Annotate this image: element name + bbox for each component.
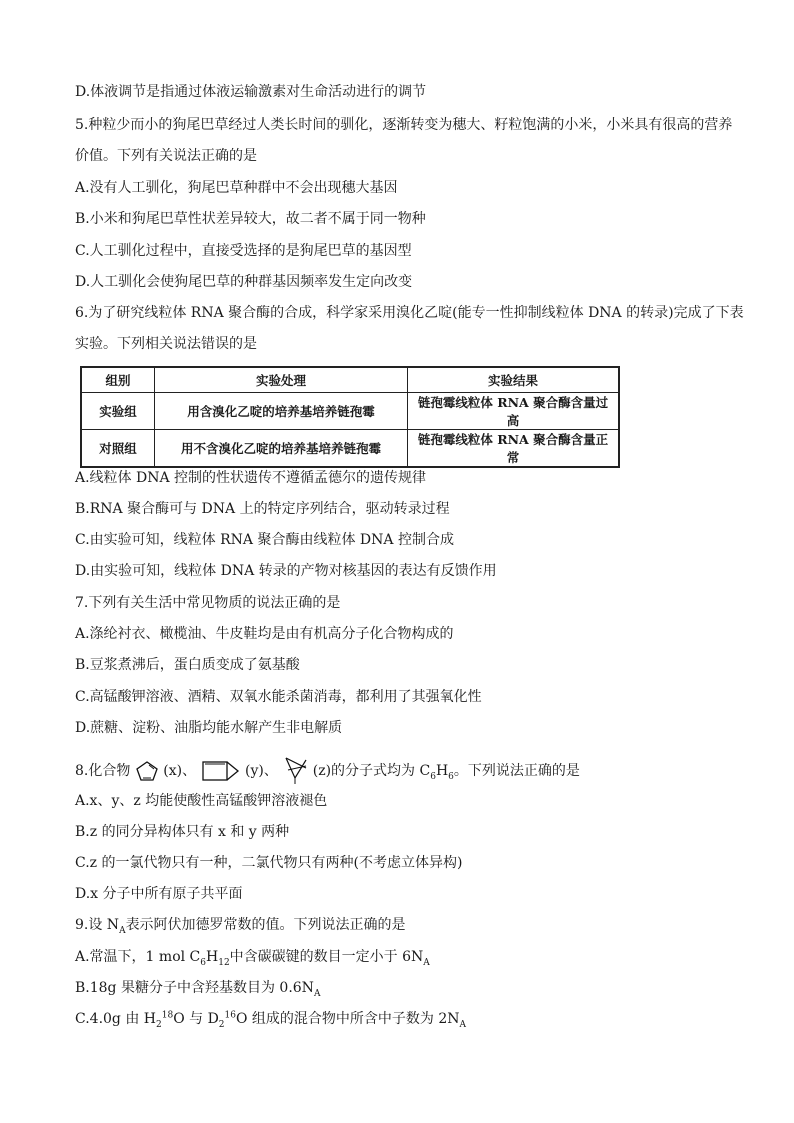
q4-option-d: D.体液调节是指通过体液运输激素对生命活动进行的调节 — [75, 84, 427, 100]
q7-option-a: A.涤纶衬衣、橄榄油、牛皮鞋均是由有机高分子化合物构成的 — [75, 626, 454, 642]
q7-option-c: C.高锰酸钾溶液、酒精、双氧水能杀菌消毒，都利用了其强氧化性 — [75, 689, 482, 705]
q8-prefix: 8.化合物 — [75, 763, 131, 779]
table-row — [81, 393, 619, 430]
table-cell: 用含溴化乙啶的培养基培养链孢霉 — [155, 393, 408, 430]
text: O 组成的混合物中所含中子数为 2N — [235, 1011, 460, 1027]
bicyclic-structure-icon — [201, 759, 241, 783]
q9-option-b — [75, 978, 320, 998]
q6-stem-line1: 6.为了研究线粒体 RNA 聚合酶的合成，科学家采用溴化乙啶(能专一性抑制线粒体 DNA 的转录)完成了下表 — [75, 305, 744, 321]
table-cell: 实验组 — [81, 393, 155, 430]
subscript: A — [119, 925, 126, 936]
q9-suffix: 表示阿伏加德罗常数的值。下列说法正确的是 — [125, 917, 406, 933]
q8-label-y: (y)、 — [245, 763, 278, 779]
q6-option-a: A.线粒体 DNA 控制的性状遗传不遵循孟德尔的遗传规律 — [75, 470, 427, 486]
q9-prefix: 9.设 N — [75, 917, 120, 933]
text: 中含碳碳键的数目一定小于 6N — [229, 949, 424, 965]
q6-stem-line2: 实验。下列相关说法错误的是 — [75, 336, 257, 352]
q7-option-b: B.豆浆煮沸后，蛋白质变成了氨基酸 — [75, 657, 300, 673]
text: H — [206, 949, 219, 965]
q7-option-d: D.蔗糖、淀粉、油脂均能水解产生非电解质 — [75, 720, 343, 736]
q5-stem-line2: 价值。下列有关说法正确的是 — [75, 148, 257, 164]
subscript: 12 — [218, 957, 230, 968]
q7-stem: 7.下列有关生活中常见物质的说法正确的是 — [75, 595, 341, 611]
subscript: 6 — [448, 771, 454, 782]
q8-option-c: C.z 的一氯代物只有一种，二氯代物只有两种(不考虑立体异构) — [75, 855, 463, 871]
q5-option-b: B.小米和狗尾巴草性状差异较大，故二者不属于同一物种 — [75, 211, 426, 227]
prismane-structure-icon — [282, 756, 308, 786]
q5-option-c: C.人工驯化过程中，直接受选择的是狗尾巴草的基因型 — [75, 243, 412, 259]
subscript: A — [459, 1019, 467, 1030]
q8-option-a: A.x、y、z 均能使酸性高锰酸钾溶液褪色 — [75, 793, 328, 809]
q6-option-c: C.由实验可知，线粒体 RNA 聚合酶由线粒体 DNA 控制合成 — [75, 532, 454, 548]
q5-option-a: A.没有人工驯化，狗尾巴草种群中不会出现穗大基因 — [75, 180, 398, 196]
subscript: 2 — [218, 1019, 225, 1030]
table-cell: 用不含溴化乙啶的培养基培养链孢霉 — [155, 430, 408, 468]
q8-label-z: (z)的分子式均为 C — [312, 763, 431, 779]
table-cell: 对照组 — [81, 430, 155, 468]
q5-stem-line1: 5.种粒少而小的狗尾巴草经过人类长时间的驯化，逐渐转变为穗大、籽粒饱满的小米，小米具有很高的营养 — [75, 117, 733, 133]
text: A.常温下，1 mol C — [75, 949, 201, 965]
subscript: A — [423, 957, 430, 968]
table-header-cell: 组别 — [81, 367, 155, 393]
table-cell: 链孢霉线粒体 RNA 聚合酶含量过高 — [408, 393, 620, 430]
text: C.4.0g 由 H — [75, 1011, 156, 1027]
text: B.18g 果糖分子中含羟基数目为 0.6N — [75, 980, 314, 996]
q9-option-c — [75, 1009, 466, 1029]
q6-option-b: B.RNA 聚合酶可与 DNA 上的特定序列结合，驱动转录过程 — [75, 501, 450, 517]
q5-option-d: D.人工驯化会使狗尾巴草的种群基因频率发生定向改变 — [75, 274, 413, 290]
q8-label-x: (x)、 — [163, 763, 197, 779]
text: O 与 D — [173, 1011, 219, 1027]
table-header-cell: 实验结果 — [408, 367, 620, 393]
q8-option-b: B.z 的同分异构体只有 x 和 y 两种 — [75, 824, 290, 840]
subscript: A — [313, 988, 321, 999]
q9-stem — [75, 915, 406, 935]
superscript: 16 — [224, 1010, 236, 1021]
table-header-cell: 实验处理 — [155, 367, 408, 393]
experiment-table — [80, 366, 620, 468]
formula-h: H — [435, 763, 449, 779]
q8-stem — [75, 756, 580, 786]
cyclopentadiene-structure-icon — [135, 760, 159, 782]
superscript: 18 — [161, 1010, 174, 1021]
subscript: 2 — [156, 1019, 162, 1030]
subscript: 6 — [430, 771, 436, 782]
subscript: 6 — [200, 957, 206, 968]
table-cell: 链孢霉线粒体 RNA 聚合酶含量正常 — [408, 430, 620, 468]
q6-option-d: D.由实验可知，线粒体 DNA 转录的产物对核基因的表达有反馈作用 — [75, 563, 497, 579]
q8-suffix: 。下列说法正确的是 — [453, 763, 580, 779]
q8-option-d: D.x 分子中所有原子共平面 — [75, 886, 243, 902]
q9-option-a — [75, 947, 430, 967]
table-header-row — [81, 367, 619, 393]
table-row — [81, 430, 619, 468]
